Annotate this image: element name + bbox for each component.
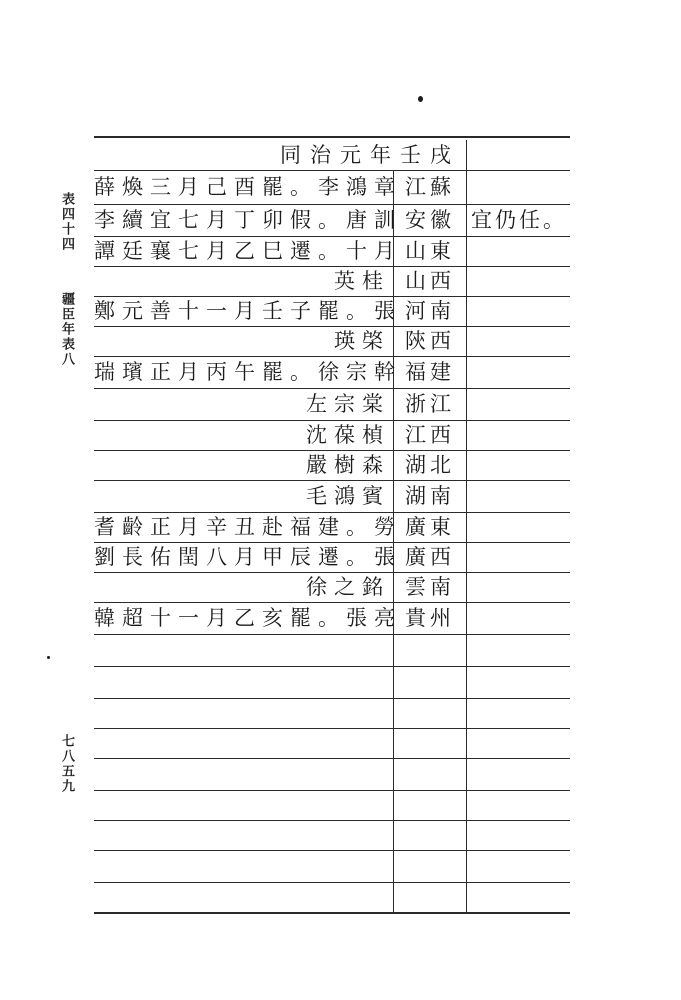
ink-speck (418, 96, 423, 102)
note-entry (470, 542, 568, 572)
province-name: 浙江 (405, 392, 455, 416)
table-row (94, 205, 570, 235)
rule (94, 850, 570, 851)
rule (94, 790, 570, 791)
province-name: 安徽 (405, 208, 455, 232)
note-entry (470, 266, 568, 296)
bottom-rule (94, 912, 570, 914)
top-rule (94, 136, 570, 138)
note-entry (470, 572, 568, 602)
note-entry (470, 172, 568, 202)
table-row (94, 296, 570, 326)
official-entry: 徐之銘 (306, 575, 390, 599)
official-entry: 耆齡正月辛丑赴福建。勞 (94, 515, 402, 539)
rule (94, 698, 570, 699)
official-entry: 毛鴻賓 (306, 484, 390, 508)
rule (94, 820, 570, 821)
official-entry: 韓超十一月乙亥罷。張亮 (94, 606, 402, 630)
rule (94, 634, 570, 635)
province-name: 山東 (405, 239, 455, 263)
table-row (94, 389, 570, 419)
province-name: 陝西 (405, 329, 455, 353)
header-row (94, 140, 570, 170)
official-entry: 英桂 (334, 269, 390, 293)
note-entry (470, 389, 568, 419)
province-name: 江西 (405, 423, 455, 447)
official-entry: 瑛棨 (334, 329, 390, 353)
note-entry (470, 450, 568, 480)
rule (94, 728, 570, 729)
note-entry (470, 326, 568, 356)
table-row (94, 572, 570, 602)
official-entry: 鄭元善十一月壬子罷。張 (94, 299, 402, 323)
official-entry: 瑞璸正月丙午罷。徐宗幹 (94, 360, 402, 384)
province-name: 河南 (405, 299, 455, 323)
official-entry: 譚廷襄七月乙巳遷。十月 (94, 239, 402, 263)
table-row (94, 236, 570, 266)
province-name: 山西 (405, 269, 455, 293)
rule (94, 666, 570, 667)
table-row (94, 326, 570, 356)
note-entry (470, 512, 568, 542)
ink-speck (47, 656, 50, 659)
table-row (94, 420, 570, 450)
table-row (94, 542, 570, 572)
official-entry: 李續宜七月丁卯假。唐訓 (94, 208, 402, 232)
note-entry: 宜仍任。 (471, 208, 567, 232)
official-entry: 嚴樹森 (306, 453, 390, 477)
note-entry (470, 357, 568, 387)
official-entry: 沈葆楨 (306, 423, 390, 447)
official-entry: 薛煥三月己酉罷。李鴻章 (94, 175, 402, 199)
year-label: 同治元年壬戌 (280, 143, 460, 167)
note-entry (470, 236, 568, 266)
table-row (94, 172, 570, 202)
rule (94, 758, 570, 759)
rule (94, 170, 570, 171)
rule (94, 882, 570, 883)
province-name: 雲南 (405, 575, 455, 599)
section-label: 疆臣年表八 (59, 292, 74, 367)
province-name: 湖南 (405, 484, 455, 508)
province-name: 廣東 (405, 515, 455, 539)
province-name: 福建 (405, 360, 455, 384)
table-number-label: 表四十四 (59, 192, 74, 252)
official-entry: 劉長佑閏八月甲辰遷。張 (94, 545, 402, 569)
province-name: 江蘇 (405, 175, 455, 199)
table-row (94, 512, 570, 542)
page-number: 七八五九 (59, 734, 74, 794)
table-row (94, 266, 570, 296)
province-name: 貴州 (405, 606, 455, 630)
province-name: 廣西 (405, 545, 455, 569)
table-row (94, 481, 570, 511)
province-name: 湖北 (405, 453, 455, 477)
official-entry: 左宗棠 (306, 392, 390, 416)
table-row (94, 357, 570, 387)
table-row (94, 450, 570, 480)
table-row (94, 603, 570, 633)
note-entry (470, 296, 568, 326)
note-entry (470, 603, 568, 633)
note-entry (470, 481, 568, 511)
note-entry (470, 420, 568, 450)
